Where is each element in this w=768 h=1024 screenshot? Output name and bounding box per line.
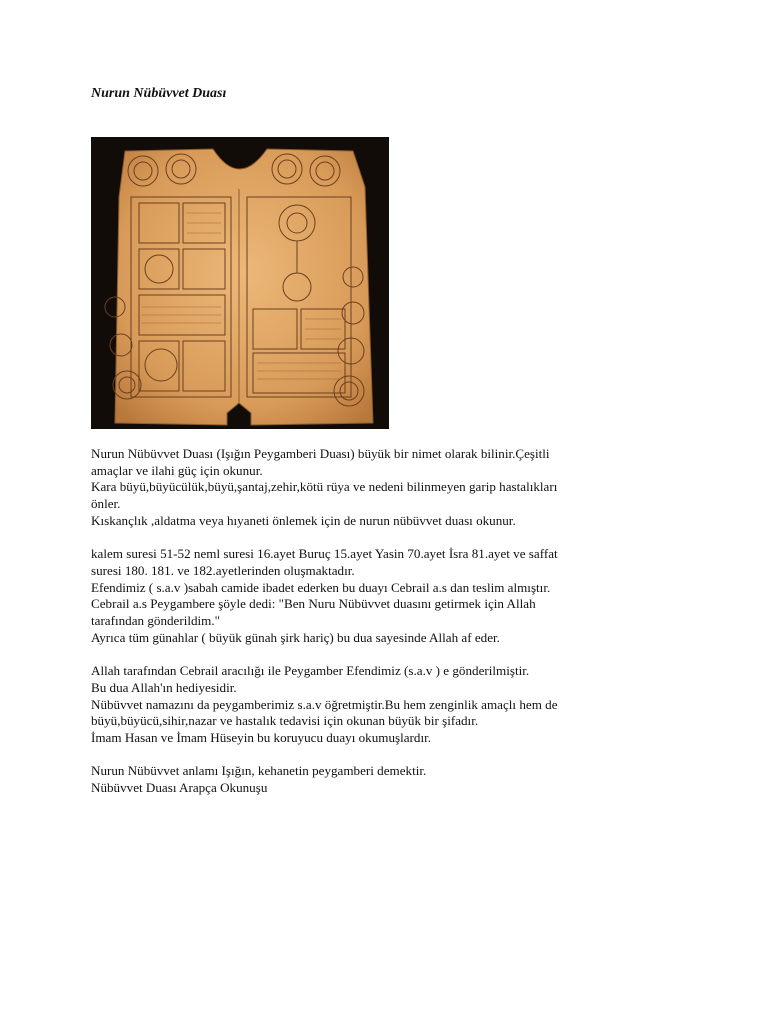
- text-line: Nübüvvet namazını da peygamberimiz s.a.v öğretmiştir.Bu hem zenginlik amaçlı hem de: [91, 696, 558, 712]
- text-line: Efendimiz ( s.a.v )sabah camide ibadet ederken bu duayı Cebrail a.s dan teslim almıştır.: [91, 579, 551, 595]
- text-line: Nurun Nübüvvet Duası (Işığın Peygamberi Duası) büyük bir nimet olarak bilinir.Çeşitli: [91, 446, 550, 461]
- text-line: amaçlar ve ilahi güç için okunur.: [91, 462, 263, 478]
- text-line: büyü,büyücü,sihir,nazar ve hastalık tedavisi için okunan büyük bir şifadır.: [91, 713, 479, 729]
- text-line: Kıskançlık ,aldatma veya hıyaneti önlemek için de nurun nübüvvet duası okunur.: [91, 512, 516, 528]
- talismanic-shirt-image: [91, 137, 389, 429]
- text-line: önler.: [91, 496, 121, 512]
- text-line: İmam Hasan ve İmam Hüseyin bu koruyucu duayı okumuşlardır.: [91, 729, 432, 745]
- text-line: tarafından gönderildim.": [91, 613, 220, 629]
- text-line: Nurun Nübüvvet anlamı Işığın, kehanetin peygamberi demektir.: [91, 763, 427, 779]
- text-line: kalem suresi 51-52 neml suresi 16.ayet Buruç 15.ayet Yasin 70.ayet İsra 81.ayet ve saffat: [91, 546, 558, 562]
- text-line: Nübüvvet Duası Arapça Okunuşu: [91, 780, 268, 796]
- text-line: Allah tarafından Cebrail aracılığı ile Peygamber Efendimiz (s.a.v ) e gönderilmiştir.: [91, 663, 530, 679]
- document-body: [91, 446, 661, 797]
- text-line: Ayrıca tüm günahlar ( büyük günah şirk hariç) bu dua sayesinde Allah af eder.: [91, 629, 500, 645]
- text-line: suresi 180. 181. ve 182.ayetlerinden oluşmaktadır.: [91, 562, 355, 578]
- paragraph-gap: [91, 747, 661, 764]
- paragraph-gap: [91, 646, 661, 663]
- text-line: Bu dua Allah'ın hediyesidir.: [91, 679, 237, 695]
- paragraph-gap: [91, 530, 661, 547]
- text-line: Cebrail a.s Peygambere şöyle dedi: "Ben Nuru Nübüvvet duasını getirmek için Allah: [91, 596, 536, 612]
- document-title: Nurun Nübüvvet Duası: [91, 86, 227, 101]
- text-line: Kara büyü,büyücülük,büyü,şantaj,zehir,kötü rüya ve nedeni bilinmeyen garip hastalıkları: [91, 479, 558, 495]
